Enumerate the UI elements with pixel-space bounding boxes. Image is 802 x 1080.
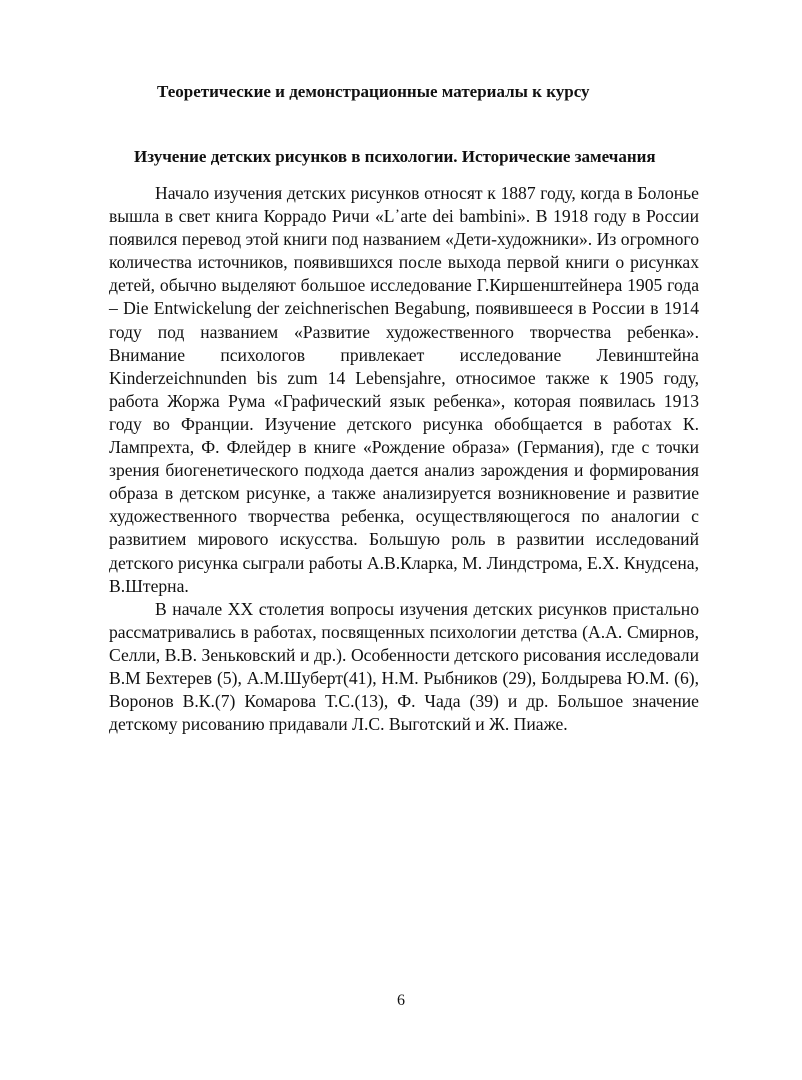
paragraph-2: В начале XX столетия вопросы изучения детских рисунков пристально рассматривались в работах, посвященных психологии детства (А.А. Смирнов, Селли, В.В. Зеньковский и др.). Особенности детского рисования исследовали В.М Бехтерев (5), А.М.Шуберт(41), Н.М. Рыбников (29), Болдырева Ю.М. (6), Воронов В.К.(7) Комарова Т.С.(13), Ф. Чада (39) и др. Большое значение детскому рисованию придавали Л.С. Выготский и Ж. Пиаже. xyxy=(109,598,699,735)
document-title: Теоретические и демонстрационные материалы к курсу xyxy=(157,82,590,101)
body-text xyxy=(109,182,699,736)
section-title: Изучение детских рисунков в психологии. Исторические замечания xyxy=(134,147,656,166)
paragraph-1: Начало изучения детских рисунков относят к 1887 году, когда в Болонье вышла в свет книга Коррадо Ричи «L᾽arte dei bambini». В 1918 году в России появился перевод этой книги под названием «Дети-художники». Из огромного количества источников, появившихся после выхода первой книги о рисунках детей, обычно выделяют большое исследование Г.Киршенштейнера 1905 года – Die Entwickelung der zeichnerischen Begabung, появившееся в России в 1914 году под названием «Развитие художественного творчества ребенка». Внимание психологов привлекает исследование Левинштейна Kinderzeichnunden bis zum 14 Lebensjahre, относимое также к 1905 году, работа Жоржа Рума «Графический язык ребенка», которая появилась 1913 году во Франции. Изучение детского рисунка обобщается в работах К. Лампрехта, Ф. Флейдер в книге «Рождение образа» (Германия), где с точки зрения биогенетического подхода дается анализ зарождения и формирования образа в детском рисунке, а также анализируется возникновение и развитие художественного творчества ребенка, осуществляющегося по аналогии с развитием мирового искусства. Большую роль в развитии исследований детского рисунка сыграли работы А.В.Кларка, М. Линдстрома, Е.Х. Кнудсена, В.Штерна. xyxy=(109,183,699,596)
page-number: 6 xyxy=(397,992,405,1009)
